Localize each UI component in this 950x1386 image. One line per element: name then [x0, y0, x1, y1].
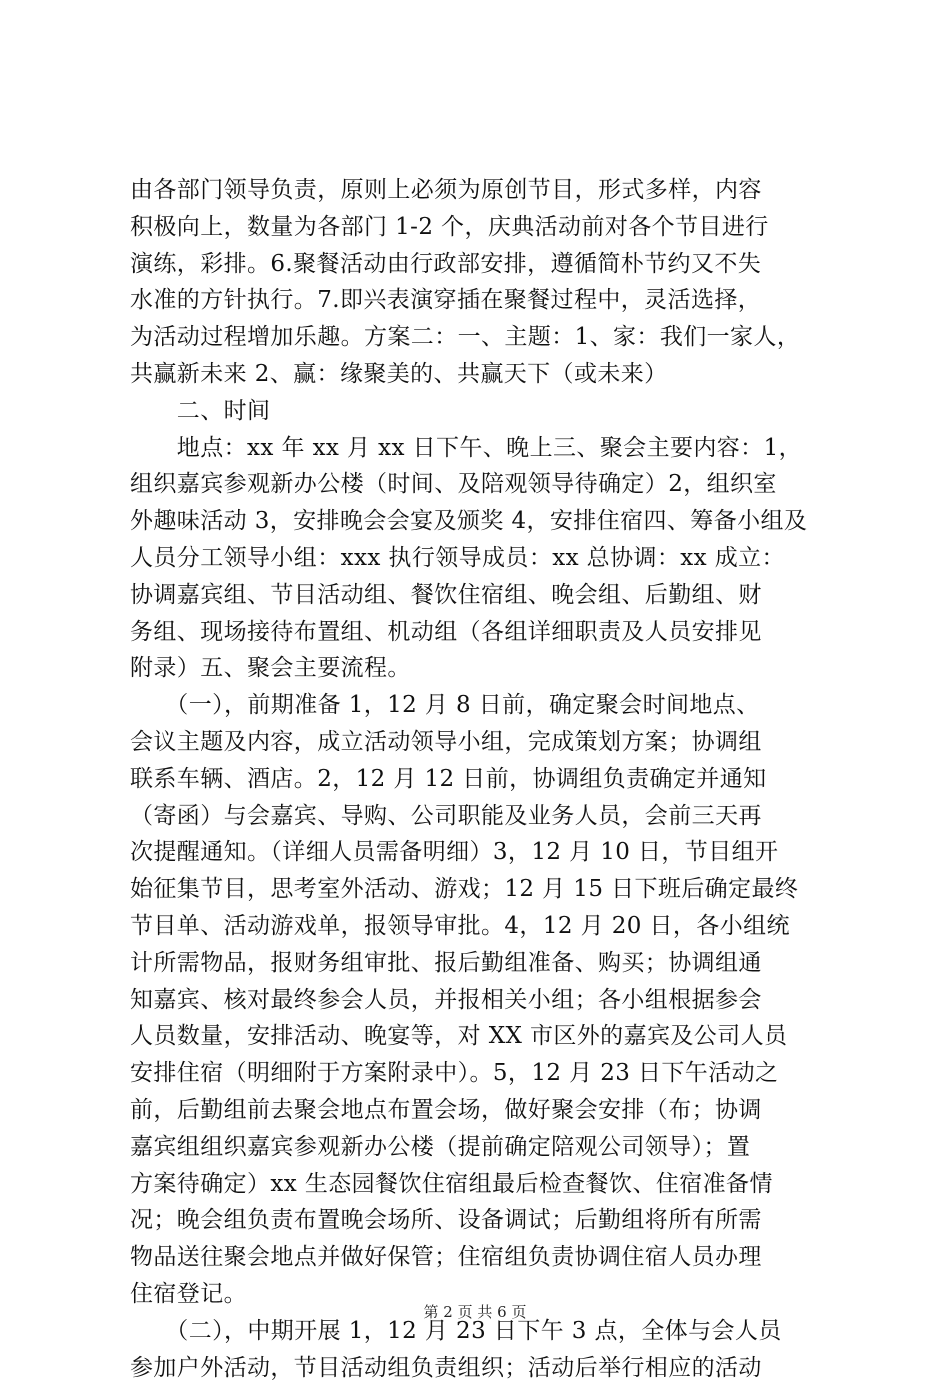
text-line: 会议主题及内容，成立活动领导小组，完成策划方案；协调组	[130, 724, 842, 761]
text-line: 积极向上，数量为各部门 1-2 个，庆典活动前对各个节目进行	[130, 209, 842, 246]
text-line: 外趣味活动 3，安排晚会会宴及颁奖 4，安排住宿四、筹备小组及	[130, 503, 842, 540]
text-line: 物品送往聚会地点并做好保管；住宿组负责协调住宿人员办理	[130, 1239, 842, 1276]
text-line: 计所需物品，报财务组审批、报后勤组准备、购买；协调组通	[130, 945, 842, 982]
text-line: （二），中期开展 1，12 月 23 日下午 3 点，全体与会人员	[130, 1313, 842, 1350]
text-line: 水准的方针执行。7.即兴表演穿插在聚餐过程中，灵活选择，	[130, 282, 842, 319]
text-line: 始征集节目，思考室外活动、游戏；12 月 15 日下班后确定最终	[130, 871, 842, 908]
text-line: 人员数量，安排活动、晚宴等，对 XX 市区外的嘉宾及公司人员	[130, 1018, 842, 1055]
text-line: 住宿登记。	[130, 1276, 842, 1313]
text-line: 况；晚会组负责布置晚会场所、设备调试；后勤组将所有所需	[130, 1202, 842, 1239]
text-line: 次提醒通知。（详细人员需备明细）3，12 月 10 日，节目组开	[130, 834, 842, 871]
text-line: 参加户外活动，节目活动组负责组织；活动后举行相应的活动	[130, 1350, 842, 1386]
text-line: 人员分工领导小组：xxx 执行领导成员：xx 总协调：xx 成立：	[130, 540, 842, 577]
text-line: （寄函）与会嘉宾、导购、公司职能及业务人员，会前三天再	[130, 798, 842, 835]
text-line: 节目单、活动游戏单，报领导审批。4，12 月 20 日，各小组统	[130, 908, 842, 945]
text-line: 安排住宿（明细附于方案附录中）。5，12 月 23 日下午活动之	[130, 1055, 842, 1092]
page-footer: 第 2 页 共 6 页	[0, 1301, 950, 1322]
text-line: 为活动过程增加乐趣。方案二：一、主题：1、家：我们一家人，	[130, 319, 842, 356]
text-line: 组织嘉宾参观新办公楼（时间、及陪观领导待确定）2，组织室	[130, 466, 842, 503]
document-body	[130, 172, 842, 1386]
text-line: 地点：xx 年 xx 月 xx 日下午、晚上三、聚会主要内容：1，	[130, 430, 842, 467]
text-line: 方案待确定）xx 生态园餐饮住宿组最后检查餐饮、住宿准备情	[130, 1166, 842, 1203]
text-line: 附录）五、聚会主要流程。	[130, 650, 842, 687]
text-line: 前，后勤组前去聚会地点布置会场，做好聚会安排（布；协调	[130, 1092, 842, 1129]
text-line: 嘉宾组组织嘉宾参观新办公楼（提前确定陪观公司领导）；置	[130, 1129, 842, 1166]
text-line: 知嘉宾、核对最终参会人员，并报相关小组；各小组根据参会	[130, 982, 842, 1019]
text-line: 二、时间	[130, 393, 842, 430]
text-line: 演练，彩排。6.聚餐活动由行政部安排，遵循简朴节约又不失	[130, 246, 842, 283]
text-line: 由各部门领导负责，原则上必须为原创节目，形式多样，内容	[130, 172, 842, 209]
text-line: 共赢新未来 2、赢：缘聚美的、共赢天下（或未来）	[130, 356, 842, 393]
text-line: （一），前期准备 1，12 月 8 日前，确定聚会时间地点、	[130, 687, 842, 724]
text-line: 务组、现场接待布置组、机动组（各组详细职责及人员安排见	[130, 614, 842, 651]
text-line: 协调嘉宾组、节目活动组、餐饮住宿组、晚会组、后勤组、财	[130, 577, 842, 614]
text-line: 联系车辆、酒店。2，12 月 12 日前，协调组负责确定并通知	[130, 761, 842, 798]
